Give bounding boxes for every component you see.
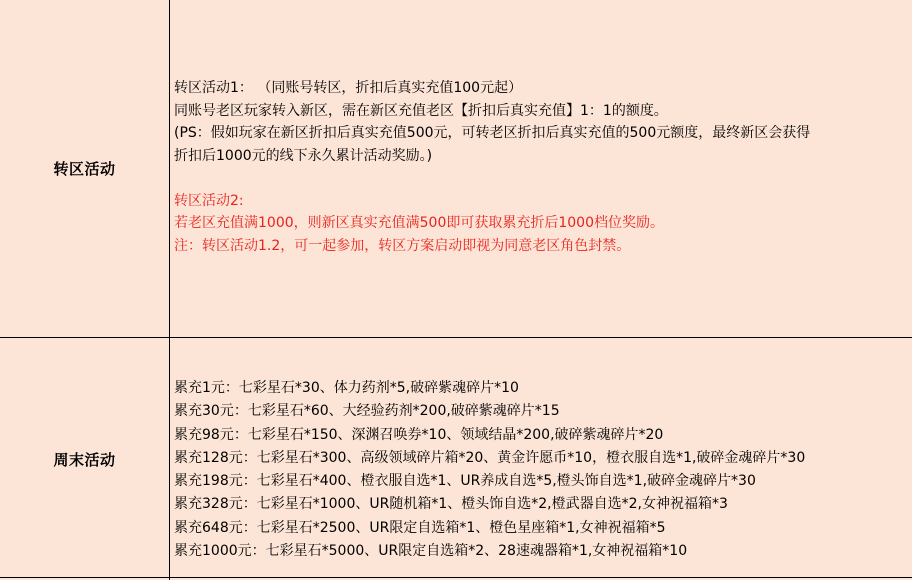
reward-line: 累充648元：七彩星石*2500、UR限定自选箱*1、橙色星座箱*1,女神祝福箱*5 — [174, 519, 666, 536]
text-line-red: 注：转区活动1.2，可一起参加，转区方案启动即视为同意老区角色封禁。 — [174, 237, 631, 254]
row-label-transfer: 转区活动 — [53, 160, 116, 178]
content-cell-transfer[interactable] — [170, 0, 912, 337]
reward-line: 累充1000元：七彩星石*5000、UR限定自选箱*2、28速魂器箱*1,女神祝福箱*10 — [174, 543, 688, 560]
bottom-border — [0, 577, 912, 578]
text-line-red: 转区活动2: — [174, 192, 244, 209]
content-cell-weekend[interactable] — [170, 337, 912, 580]
text-line: 同账号老区玩家转入新区，需在新区充值老区【折扣后真实充值】1：1的额度。 — [174, 102, 668, 119]
reward-line: 累充98元：七彩星石*150、深渊召唤券*10、领域结晶*200,破碎紫魂碎片*20 — [174, 426, 664, 443]
label-cell-weekend[interactable] — [0, 337, 170, 580]
row-label-weekend: 周末活动 — [53, 450, 116, 469]
text-line: (PS：假如玩家在新区折扣后真实充值500元，可转老区折扣后真实充值的500元额度，最终新区会获得 — [174, 125, 811, 141]
text-line: 折扣后1000元的线下永久累计活动奖励。) — [174, 147, 433, 164]
text-line-red: 若老区充值满1000，则新区真实充值满500即可获取累充折后1000档位奖励。 — [174, 215, 664, 231]
transfer-text-block — [174, 77, 810, 257]
weekend-text-block — [174, 377, 805, 563]
text-line: 转区活动1： （同账号转区，折扣后真实充值100元起） — [174, 80, 523, 96]
reward-line: 累充128元：七彩星石*300、高级领域碎片箱*20、黄金许愿币*10，橙衣服自选*1,破碎金魂碎片*30 — [174, 449, 806, 466]
reward-line: 累充1元：七彩星石*30、体力药剂*5,破碎紫魂碎片*10 — [174, 380, 519, 396]
blank-line — [174, 167, 810, 190]
label-cell-transfer[interactable] — [0, 0, 170, 337]
reward-line: 累充30元：七彩星石*60、大经验药剂*200,破碎紫魂碎片*15 — [174, 403, 560, 420]
reward-line: 累充328元：七彩星石*1000、UR随机箱*1、橙头饰自选*2,橙武器自选*2,女神祝福箱*3 — [174, 496, 728, 513]
reward-line: 累充198元：七彩星石*400、橙衣服自选*1、UR养成自选*5,橙头饰自选*1,破碎金魂碎片*30 — [174, 473, 756, 490]
